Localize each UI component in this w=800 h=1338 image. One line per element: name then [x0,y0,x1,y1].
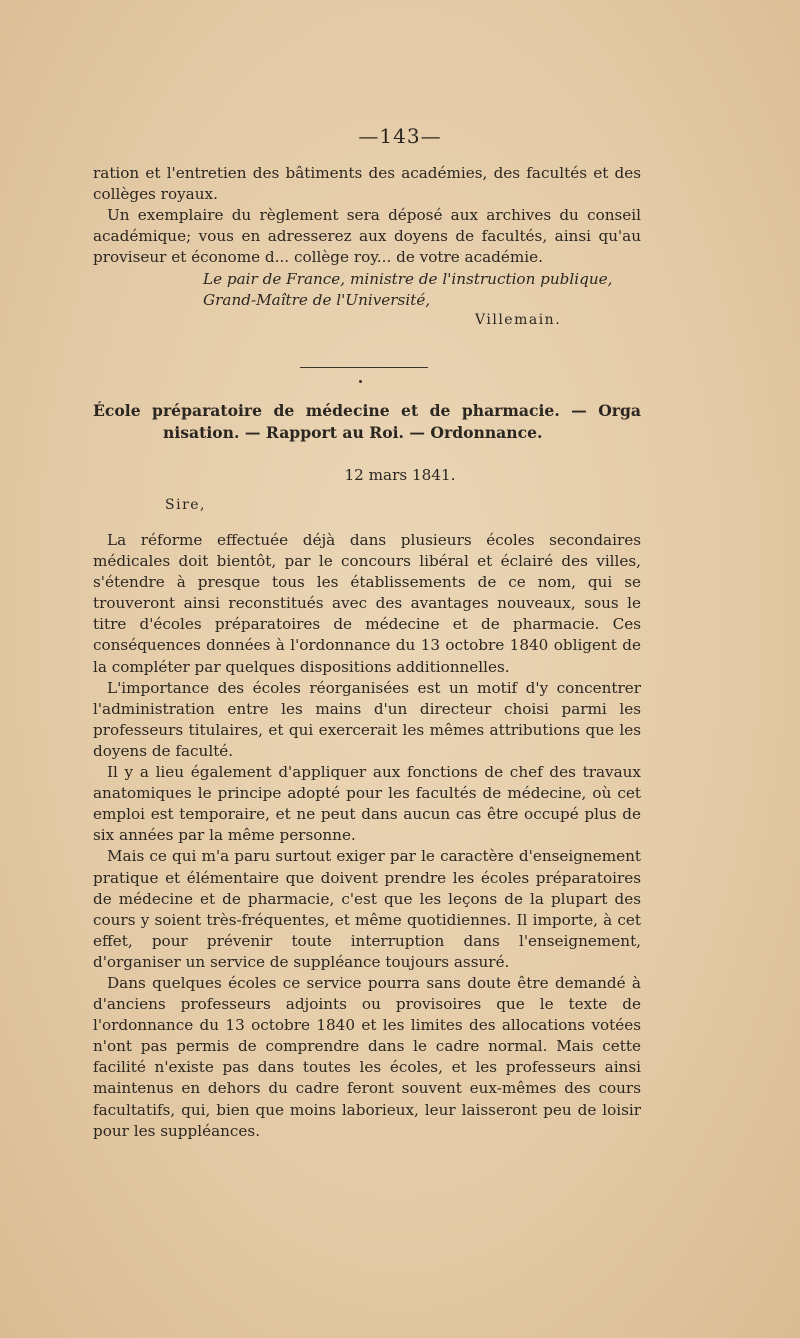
section-heading [93,400,641,444]
section-divider [300,367,428,368]
body-paragraph: Mais ce qui m'a paru surtout exiger par le caractère d'enseignement pratique et élémentaire que doivent prendre les écoles préparatoires de médecine et de pharmacie, c'est que les leçons de la plupart des cours y soient très-fréquentes, et même quotidiennes. Il importe, à cet effet, pour prévenir toute interruption dans l'enseignement, d'organiser un service de suppléance toujours assuré. [93,847,641,971]
body-paragraph: Dans quelques écoles ce service pourra sans doute être demandé à d'anciens professeurs adjoints ou provisoires que le texte de l'ordonnance du 13 octobre 1840 et les limites des allocations votées n'ont pas permis de comprendre dans le cadre normal. Mais cette facilité n'existe pas dans toutes les écoles, et les professeurs ainsi maintenus en dehors du cadre feront souvent eux-mêmes des cours facultatifs, qui, bien que moins laborieux, leur laisseront peu de loisir pour les suppléances. [93,973,641,1140]
divider-mark [359,380,362,383]
heading-line-2: nisation. — Rapport au Roi. — Ordonnance. [163,423,543,442]
body-paragraph: Il y a lieu également d'appliquer aux fonctions de chef des travaux anatomiques le principe adopté pour les facultés de médecine, où cet emploi est temporaire, et ne peut dans aucun cas être occupé plus de six années par la même personne. [93,763,641,845]
intro-text [93,163,641,268]
heading-line-1: École préparatoire de médecine et de pharmacie. — Orga [93,401,641,420]
signature-title-2: Grand-Maître de l'Université, [203,291,431,309]
signature-title-1: Le pair de France, ministre de l'instruction publique, [203,270,613,288]
body-paragraph: L'importance des écoles réorganisées est un motif d'y concentrer l'administration entre les mains d'un directeur choisi parmi les professeurs titulaires, et qui exercerait les mêmes attributions que les doyens de faculté. [93,678,641,760]
intro-paragraph-2: Un exemplaire du règlement sera déposé aux archives du conseil académique; vous en adresserez aux doyens de facultés, ainsi qu'au proviseur et économe d... collège roy... de votre académie. [93,206,641,267]
intro-paragraph-1: ration et l'entretien des bâtiments des académies, des facultés et des collèges royaux. [93,164,641,204]
document-date: 12 mars 1841. [344,466,456,484]
page-number: —143— [358,124,442,148]
body-paragraph: La réforme effectuée déjà dans plusieurs écoles secondaires médicales doit bientôt, par le concours libéral et éclairé des villes, s'étendre à presque tous les établissements de ce nom, qui se trouveront ainsi reconstitués avec des avantages nouveaux, sous le titre d'écoles préparatoires de médecine et de pharmacie. Ces conséquences données à l'ordonnance du 13 octobre 1840 obligent de la compléter par quelques dispositions additionnelles. [93,531,641,676]
signature-name: Villemain. [475,312,562,328]
salutation: Sire, [165,497,206,513]
body-text [93,530,641,1142]
